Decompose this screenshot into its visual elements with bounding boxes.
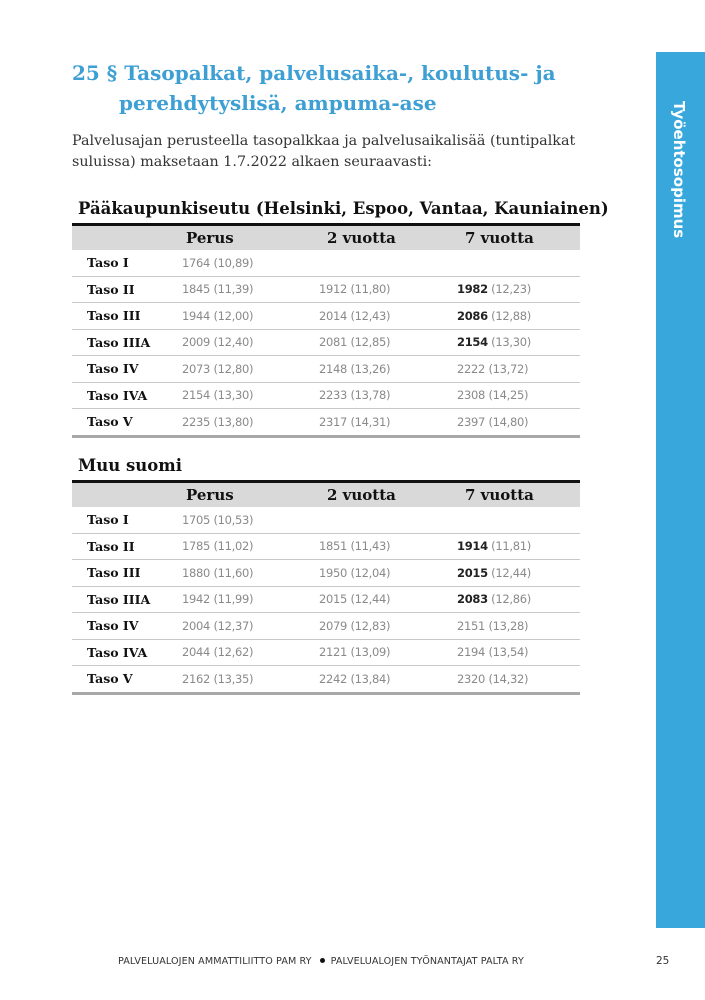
monthly-salary: 2151 — [457, 618, 486, 633]
column-header: Perus — [186, 229, 234, 247]
table-row — [72, 330, 580, 357]
salary-cell — [457, 282, 580, 296]
table-row — [72, 640, 580, 667]
monthly-salary: 1785 — [182, 539, 211, 554]
footer-right: PALVELUALOJEN TYÖNANTAJAT PALTA RY — [330, 956, 524, 967]
hourly-wage: (12,04) — [350, 565, 391, 580]
salary-cell — [182, 619, 319, 633]
hourly-wage: (12,86) — [491, 592, 531, 607]
table-row — [72, 507, 580, 534]
monthly-salary: 2079 — [319, 618, 348, 633]
salary-cell — [319, 362, 457, 376]
monthly-salary: 2073 — [182, 361, 211, 376]
monthly-salary: 2242 — [319, 671, 348, 686]
row-label: Taso III — [87, 565, 141, 581]
hourly-wage: (13,35) — [213, 671, 254, 686]
column-header: 2 vuotta — [327, 486, 396, 504]
table-row — [72, 534, 580, 561]
row-label: Taso IVA — [87, 644, 148, 660]
hourly-wage: (13,80) — [213, 414, 254, 429]
salary-cell — [457, 672, 580, 686]
monthly-salary: 2308 — [457, 388, 486, 403]
row-label: Taso IIIA — [87, 591, 151, 607]
salary-cell — [319, 645, 457, 659]
monthly-salary: 2162 — [182, 671, 211, 686]
table-row — [72, 277, 580, 304]
hourly-wage: (11,60) — [213, 565, 254, 580]
monthly-salary: 2235 — [182, 414, 211, 429]
salary-cell — [319, 415, 457, 429]
hourly-wage: (14,25) — [488, 388, 529, 403]
row-label: Taso III — [87, 308, 141, 324]
hourly-wage: (11,02) — [213, 539, 254, 554]
salary-cell — [319, 619, 457, 633]
monthly-salary: 2320 — [457, 671, 486, 686]
hourly-wage: (13,78) — [350, 388, 391, 403]
hourly-wage: (13,26) — [350, 361, 391, 376]
salary-cell — [182, 645, 319, 659]
hourly-wage: (12,37) — [213, 618, 254, 633]
hourly-wage: (12,43) — [350, 308, 391, 323]
hourly-wage: (13,84) — [350, 671, 391, 686]
table-row — [72, 587, 580, 614]
salary-cell — [182, 256, 319, 270]
hourly-wage: (11,99) — [213, 592, 254, 607]
row-label: Taso V — [87, 414, 133, 430]
salary-cell — [457, 566, 580, 580]
monthly-salary: 1950 — [319, 565, 348, 580]
salary-cell — [182, 566, 319, 580]
salary-cell — [457, 539, 580, 553]
title-line-2: perehdytyslisä, ampuma-ase — [119, 91, 437, 115]
hourly-wage: (12,40) — [213, 335, 254, 350]
monthly-salary: 2009 — [182, 335, 211, 350]
hourly-wage: (13,72) — [488, 361, 529, 376]
title-line-1: 25 § Tasopalkat, palvelusaika-, koulutus- ja — [72, 61, 556, 85]
hourly-wage: (13,28) — [488, 618, 529, 633]
table-row — [72, 666, 580, 695]
salary-table-rest-of-finland — [72, 480, 580, 695]
monthly-salary: 1880 — [182, 565, 211, 580]
salary-cell — [182, 362, 319, 376]
monthly-salary: 1944 — [182, 308, 211, 323]
intro-paragraph: Palvelusajan perusteella tasopalkkaa ja palvelusaikalisää (tuntipalkat suluissa) maksetaan 1.7.2022 alkaen seuraavasti: — [72, 133, 576, 170]
salary-cell — [319, 335, 457, 349]
salary-cell — [319, 566, 457, 580]
salary-cell — [182, 388, 319, 402]
sidebar-label: Työehtosopimus — [670, 101, 688, 239]
salary-cell — [182, 513, 319, 527]
salary-cell — [182, 672, 319, 686]
hourly-wage: (10,89) — [213, 255, 254, 270]
row-label: Taso V — [87, 671, 133, 687]
table-header — [72, 226, 580, 250]
table-row — [72, 250, 580, 277]
column-header: 7 vuotta — [465, 229, 534, 247]
table-row — [72, 383, 580, 410]
table-row — [72, 356, 580, 383]
hourly-wage: (10,53) — [213, 512, 254, 527]
hourly-wage: (14,31) — [350, 414, 391, 429]
hourly-wage: (13,30) — [491, 335, 531, 350]
footer — [118, 956, 524, 967]
salary-cell — [457, 592, 580, 606]
monthly-salary: 2397 — [457, 414, 486, 429]
row-label: Taso IV — [87, 618, 139, 634]
monthly-salary: 2015 — [457, 565, 488, 580]
salary-cell — [319, 539, 457, 553]
salary-cell — [457, 619, 580, 633]
salary-cell — [319, 672, 457, 686]
page-title — [72, 58, 556, 118]
monthly-salary: 1912 — [319, 282, 348, 297]
salary-cell — [319, 309, 457, 323]
monthly-salary: 2004 — [182, 618, 211, 633]
monthly-salary: 1764 — [182, 255, 211, 270]
hourly-wage: (11,43) — [350, 539, 391, 554]
monthly-salary: 2154 — [182, 388, 211, 403]
monthly-salary: 2121 — [319, 645, 348, 660]
salary-cell — [457, 388, 580, 402]
monthly-salary: 2044 — [182, 645, 211, 660]
salary-cell — [457, 645, 580, 659]
hourly-wage: (13,30) — [213, 388, 254, 403]
monthly-salary: 2015 — [319, 592, 348, 607]
table-title-rest-of-finland: Muu suomi — [78, 456, 183, 475]
monthly-salary: 2086 — [457, 308, 488, 323]
column-header: 2 vuotta — [327, 229, 396, 247]
table-title-capital-region: Pääkaupunkiseutu (Helsinki, Espoo, Vantaa, Kauniainen) — [78, 199, 609, 218]
monthly-salary: 1942 — [182, 592, 211, 607]
salary-cell — [182, 415, 319, 429]
row-label: Taso II — [87, 281, 135, 297]
page-number: 25 — [656, 955, 670, 967]
salary-cell — [457, 335, 580, 349]
monthly-salary: 2317 — [319, 414, 348, 429]
hourly-wage: (14,80) — [488, 414, 529, 429]
row-label: Taso I — [87, 255, 129, 271]
monthly-salary: 1845 — [182, 282, 211, 297]
table-row — [72, 409, 580, 438]
monthly-salary: 1705 — [182, 512, 211, 527]
monthly-salary: 2148 — [319, 361, 348, 376]
salary-cell — [182, 282, 319, 296]
monthly-salary: 2222 — [457, 361, 486, 376]
hourly-wage: (11,80) — [350, 282, 391, 297]
monthly-salary: 2233 — [319, 388, 348, 403]
row-label: Taso IV — [87, 361, 139, 377]
hourly-wage: (11,81) — [491, 539, 531, 554]
salary-cell — [319, 592, 457, 606]
hourly-wage: (11,39) — [213, 282, 254, 297]
monthly-salary: 1982 — [457, 282, 488, 297]
hourly-wage: (12,44) — [350, 592, 391, 607]
footer-left: PALVELUALOJEN AMMATTILIITTO PAM RY — [118, 956, 312, 967]
salary-cell — [457, 309, 580, 323]
monthly-salary: 1914 — [457, 539, 488, 554]
salary-cell — [457, 362, 580, 376]
hourly-wage: (13,54) — [488, 645, 529, 660]
salary-cell — [319, 282, 457, 296]
row-label: Taso IVA — [87, 387, 148, 403]
salary-cell — [182, 539, 319, 553]
monthly-salary: 2154 — [457, 335, 488, 350]
table-header — [72, 483, 580, 507]
salary-cell — [457, 415, 580, 429]
hourly-wage: (12,80) — [213, 361, 254, 376]
row-label: Taso IIIA — [87, 334, 151, 350]
table-row — [72, 303, 580, 330]
monthly-salary: 2014 — [319, 308, 348, 323]
salary-cell — [182, 309, 319, 323]
hourly-wage: (12,88) — [491, 308, 531, 323]
monthly-salary: 2081 — [319, 335, 348, 350]
row-label: Taso II — [87, 538, 135, 554]
hourly-wage: (12,23) — [491, 282, 531, 297]
hourly-wage: (14,32) — [488, 671, 529, 686]
monthly-salary: 2194 — [457, 645, 486, 660]
hourly-wage: (12,83) — [350, 618, 391, 633]
column-header: Perus — [186, 486, 234, 504]
bullet-icon — [320, 958, 325, 963]
hourly-wage: (12,85) — [350, 335, 391, 350]
monthly-salary: 1851 — [319, 539, 348, 554]
table-row — [72, 613, 580, 640]
hourly-wage: (12,62) — [213, 645, 254, 660]
salary-cell — [182, 592, 319, 606]
salary-cell — [182, 335, 319, 349]
salary-cell — [319, 388, 457, 402]
hourly-wage: (13,09) — [350, 645, 391, 660]
salary-table-capital-region — [72, 223, 580, 438]
row-label: Taso I — [87, 512, 129, 528]
hourly-wage: (12,00) — [213, 308, 254, 323]
column-header: 7 vuotta — [465, 486, 534, 504]
hourly-wage: (12,44) — [491, 565, 531, 580]
monthly-salary: 2083 — [457, 592, 488, 607]
table-row — [72, 560, 580, 587]
